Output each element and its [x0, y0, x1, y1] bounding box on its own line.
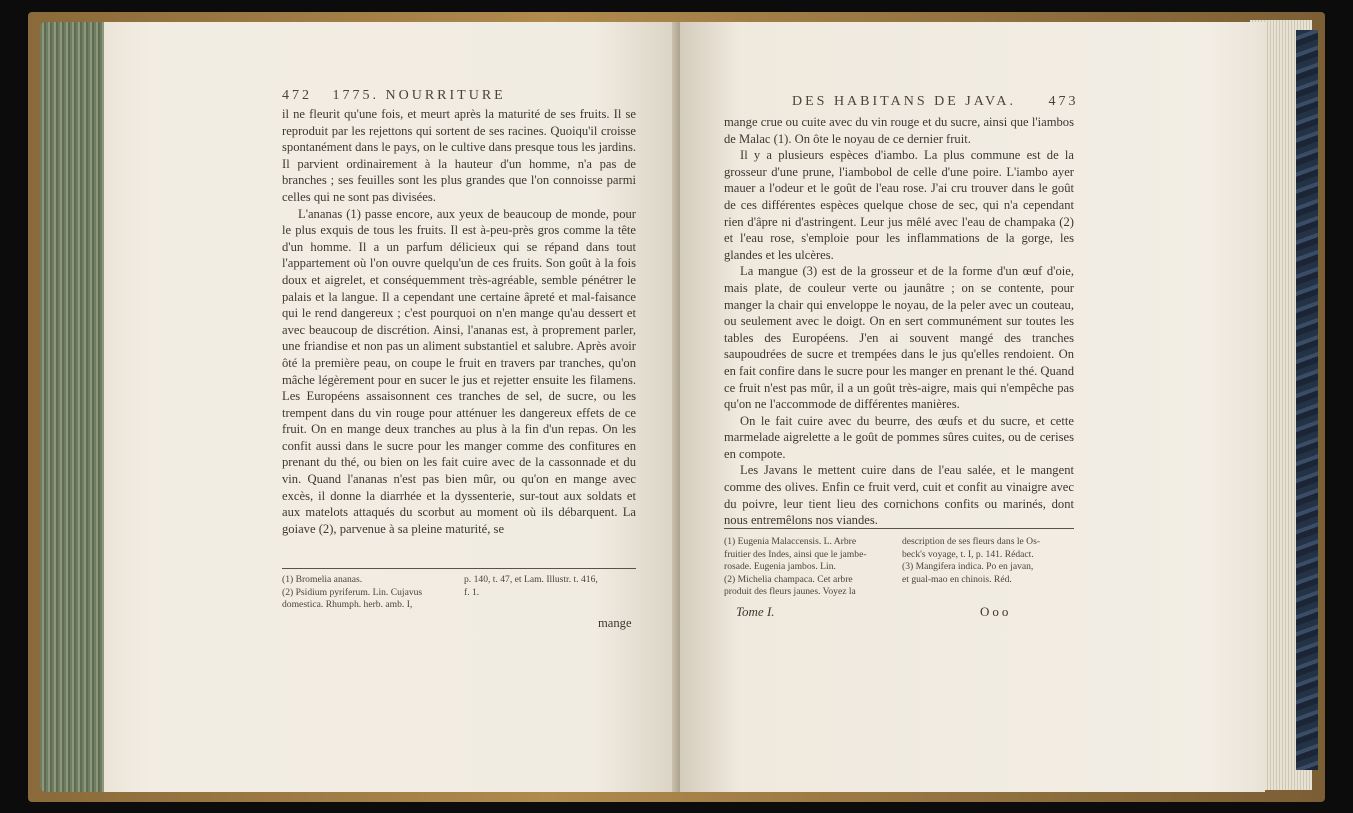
right-page-number: 473 [1048, 94, 1079, 109]
footnote-line: (2) Psidium pyriferum. Lin. Cujavus [282, 586, 423, 598]
gathering-signature: Ooo [980, 604, 1012, 619]
right-running-head: DES HABITANS DE JAVA. [792, 94, 1016, 109]
right-body-text [724, 114, 1074, 529]
left-footnotes-col1 [282, 574, 422, 612]
left-page-header [282, 88, 506, 104]
footnote-line: (2) Michelia champaca. Cet arbre [724, 573, 853, 585]
footnote-line: fruitier des Indes, ainsi que le jambe- [724, 548, 867, 560]
left-page-number: 472 [282, 88, 312, 103]
footnote-line: description de ses fleurs dans le Os- [902, 536, 1041, 547]
volume-signature: Tome I. [736, 604, 775, 619]
left-page [104, 22, 680, 792]
right-paragraph: Les Javans le mettent cuire dans de l'eau salée, et le mangent comme des olives. Enfin ce fruit verd, cuit et confit au vinaigre avec du poivre, leur tient lieu des cornichons confits ou marinés, dont nous entremêlons nos viandes. [724, 463, 1074, 528]
left-running-head: 1775. NOURRITURE [332, 88, 506, 103]
footnote-line: p. 140, t. 47, et Lam. Illustr. t. 416, [464, 574, 598, 585]
footnote-rule [282, 568, 636, 569]
footnote-line: (1) Bromelia ananas. [282, 574, 363, 585]
right-paragraph: Il y a plusieurs espèces d'iambo. La plus commune est de la grosseur d'une prune, l'iambobol de celle d'une poire. L'iambo ayer mauer a l'odeur et le goût de l'eau rose. J'ai cru trouver dans le goût de ces différentes espèces quelque chose de sec, qui n'a cependant rien d'âpre ni d'astringent. Leur jus mêlé avec l'eau de champaka (2) et l'eau rose, s'emploie pour les inflammations de la gorge, les glandes et les ulcères. [724, 148, 1074, 262]
footnote-line: (1) Eugenia Malaccensis. L. Arbre [724, 536, 857, 547]
footnote-line: produit des fleurs jaunes. Voyez la [724, 586, 856, 597]
footnote-line: (3) Mangifera indica. Po en javan, [902, 561, 1034, 572]
right-footnotes-col2 [902, 536, 1040, 586]
catchword: mange [598, 616, 632, 630]
right-paragraph: mange crue ou cuite avec du vin rouge et du sucre, ainsi que l'iambos de Malac (1). On ôte le noyau de ce dernier fruit. [724, 115, 1074, 146]
right-paragraph: La mangue (3) est de la grosseur et de la forme d'un œuf d'oie, mais plate, de couleur verte ou jaunâtre ; on se contente, pour manger la chair qui enveloppe le noyau, de la peler avec un couteau, ou seulement avec le doigt. On en sert communément sur toutes les tables des Européens. J'en ai souvent mangé des tranches saupoudrées de sucre et trempées dans le jus qu'elles rendoient. On en fait confire dans le sucre pour les manger en prenant le thé. Quand ce fruit n'est pas mûr, il a un goût très-aigre, mais qui n'empêche pas qu'on ne l'accommode de différentes manières. [724, 264, 1074, 412]
footnote-line: et gual-mao en chinois. Réd. [902, 573, 1012, 585]
left-footnotes-col2 [464, 574, 598, 599]
footnote-line: f. 1. [464, 586, 480, 598]
left-paragraph: L'ananas (1) passe encore, aux yeux de beaucoup de monde, pour le plus exquis de tous les fruits. Il est à-peu-près gros comme la tête d'un homme. Il a un parfum délicieux qui se répand dans tout l'appartement où l'on ouvre quelqu'un de ces fruits. Son goût à la fois doux et aigrelet, et conséquemment très-agréable, semble pénétrer le palais et la langue. Il a cependant une certaine âpreté et mal-faisance qui le rend dangereux ; c'est pourquoi on n'en mange qu'au dessert et avec beaucoup de discrétion. Ainsi, l'ananas est, à proprement parler, une friandise et non pas un aliment substantiel et salubre. Après avoir ôté la première peau, on coupe le fruit en travers par tranches, qu'on mâche légèrement pour en sucer le jus et rejetter ensuite les filamens. Les Européens assaisonnent ces tranches de sel, de sucre, ou les trempent dans du vin rouge pour atténuer les dangereux effets de ce fruit. On en mange deux tranches au plus à la fin d'un repas. On les confit aussi dans le sucre pour les manger comme des confitures en prenant du thé, ou bien on les fait cuire avec de la cassonnade et du vin. Quand l'ananas n'est pas bien mûr, ou qu'on en mange avec excès, il donne la diarrhée et la dyssenterie, sur-tout aux soldats et aux matelots attaqués du scorbut au moment où ils débarquent. La goiave (2), parvenue à sa pleine maturité, se [282, 206, 636, 536]
page-edges-left [40, 22, 106, 792]
footnote-line: rosade. Eugenia jambos. Lin. [724, 561, 836, 572]
footnote-rule [724, 528, 1074, 529]
left-body-text [282, 106, 636, 537]
right-paragraph: On le fait cuire avec du beurre, des œufs et du sucre, et cette marmelade aigrelette a le goût de pommes sûres cuites, ou de cerises en compote. [724, 413, 1074, 461]
footnote-line: domestica. Rhumph. herb. amb. I, [282, 599, 413, 610]
left-paragraph: il ne fleurit qu'une fois, et meurt après la maturité de ses fruits. Il se reproduit par les rejettons qui sortent de ses racines. Quoiqu'il croisse spontanément dans le pays, on le cultive dans presque tous les jardins. Il parvient ordinairement à la hauteur d'un homme, n'a pas de branches ; ses feuilles sont les plus grandes que l'on connoisse parmi celles qui ne sont pas divisées. [282, 107, 636, 204]
footnote-line: beck's voyage, t. I, p. 141. Rédact. [902, 548, 1034, 560]
right-page [680, 22, 1265, 792]
right-footnotes-col1 [724, 536, 867, 599]
right-page-header [792, 94, 1078, 110]
marbled-board [1296, 30, 1318, 770]
